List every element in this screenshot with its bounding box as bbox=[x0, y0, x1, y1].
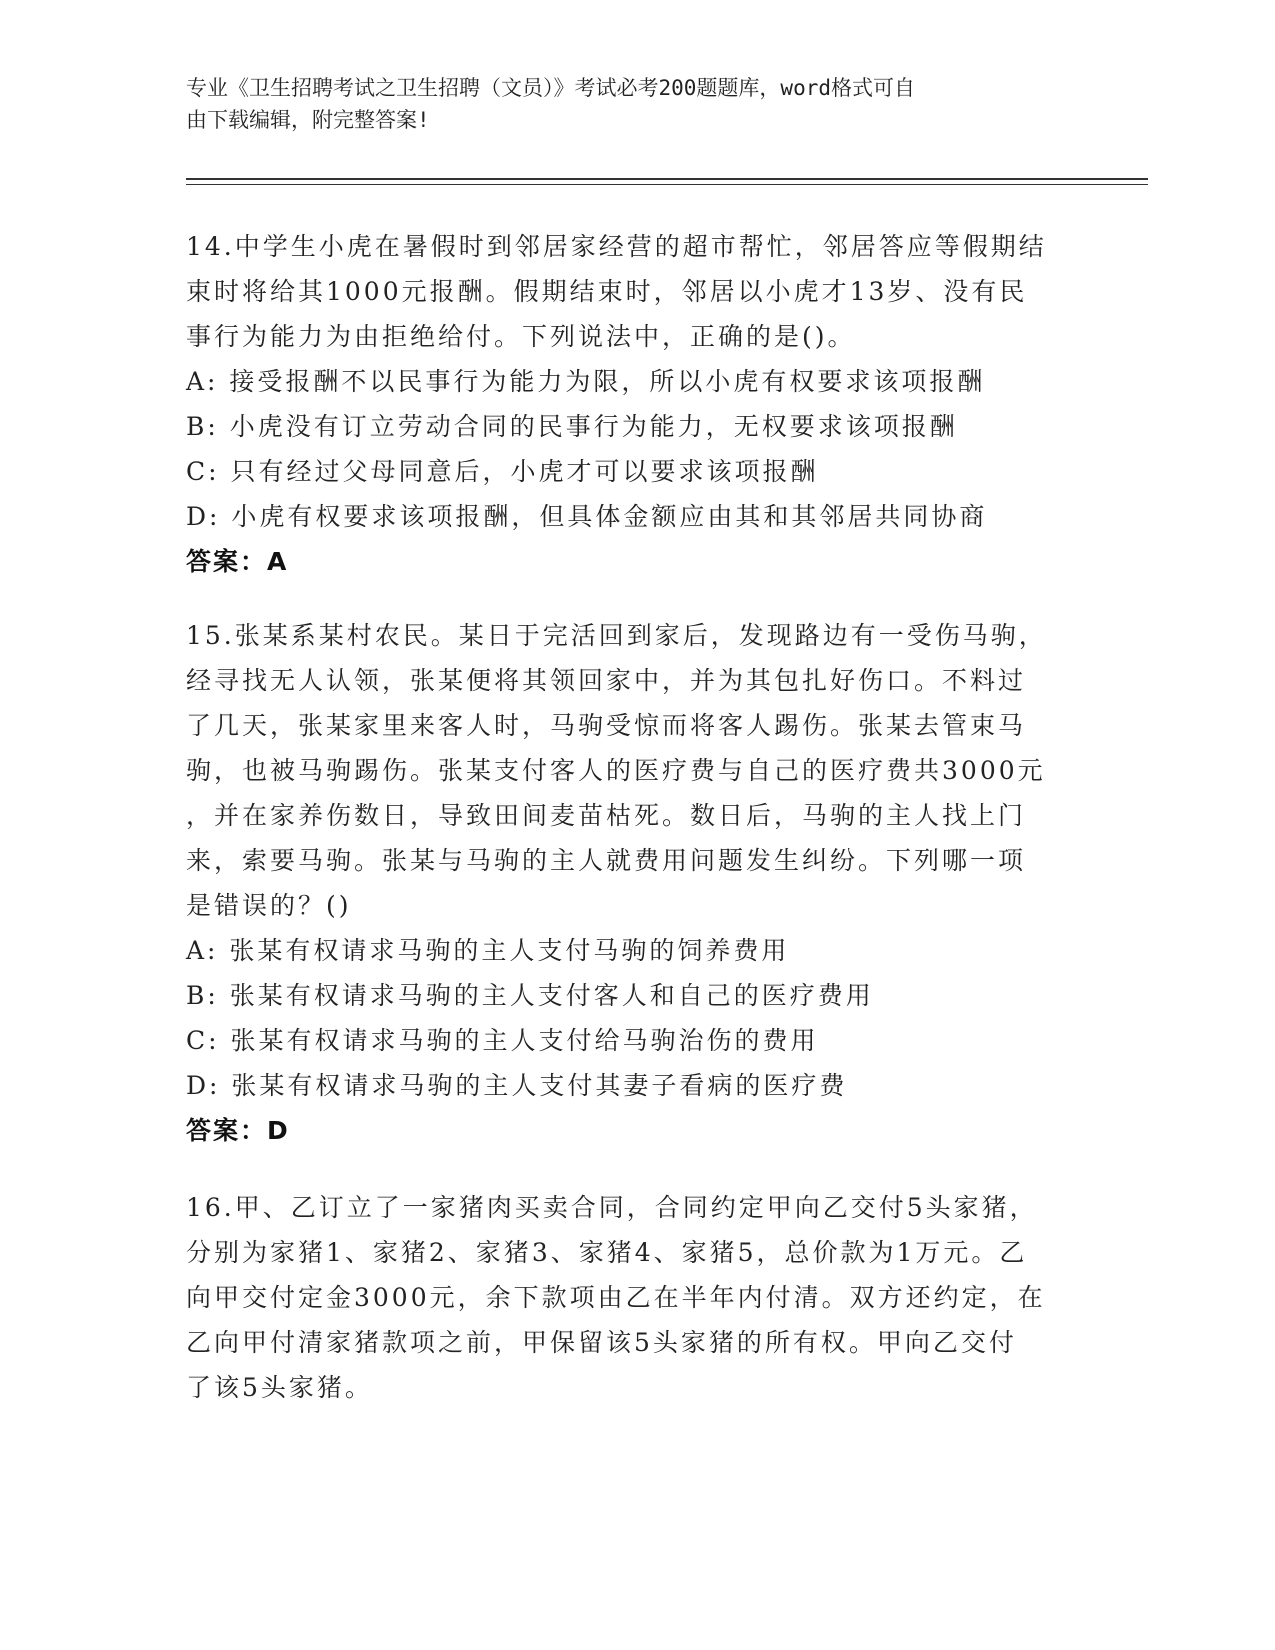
option-d: D: 小虎有权要求该项报酬，但具体金额应由其和其邻居共同协商 bbox=[186, 502, 988, 531]
option-a: A: 张某有权请求马驹的主人支付马驹的饲养费用 bbox=[186, 936, 790, 965]
question-16 bbox=[186, 1185, 1086, 1410]
question-text: 15.张某系某村农民。某日于完活回到家后，发现路边有一受伤马驹， 经寻找无人认领，张某便将其领回家中，并为其包扎好伤口。不料过 了几天，张某家里来客人时，马驹受惊而将客人踢伤。张某去管束马 驹，也被马驹踢伤。张某支付客人的医疗费与自己的医疗费共3000元 ，并在家养伤数日，导致田间麦苗枯死。数日后，马驹的主人找上门 来，索要马驹。张某与马驹的主人就费用问题发生纠纷。下列哪一项 是错误的？() bbox=[186, 621, 1047, 920]
question-text: 16.甲、乙订立了一家猪肉买卖合同，合同约定甲向乙交付5头家猪， 分别为家猪1、家猪2、家猪3、家猪4、家猪5，总价款为1万元。乙 向甲交付定金3000元，余下款项由乙在半年内付清。双方还约定，在 乙向甲付清家猪款项之前，甲保留该5头家猪的所有权。甲向乙交付 了该5头家猪。 bbox=[186, 1193, 1046, 1402]
document-header bbox=[186, 72, 1086, 136]
header-divider-thick bbox=[186, 178, 1148, 180]
option-b: B: 张某有权请求马驹的主人支付客人和自己的医疗费用 bbox=[186, 981, 874, 1010]
option-b: B: 小虎没有订立劳动合同的民事行为能力，无权要求该项报酬 bbox=[186, 412, 958, 441]
question-15 bbox=[186, 613, 1086, 1153]
question-14 bbox=[186, 224, 1086, 584]
question-text: 14.中学生小虎在暑假时到邻居家经营的超市帮忙，邻居答应等假期结 束时将给其1000元报酬。假期结束时，邻居以小虎才13岁、没有民 事行为能力为由拒绝给付。下列说法中，正确的是()。 bbox=[186, 232, 1047, 351]
header-divider-thin bbox=[186, 184, 1148, 185]
option-c: C: 只有经过父母同意后，小虎才可以要求该项报酬 bbox=[186, 457, 819, 486]
option-d: D: 张某有权请求马驹的主人支付其妻子看病的医疗费 bbox=[186, 1071, 848, 1100]
answer-label: 答案：A bbox=[186, 547, 289, 576]
answer-label: 答案：D bbox=[186, 1116, 290, 1145]
header-line-1: 专业《卫生招聘考试之卫生招聘（文员）》考试必考200题题库，word格式可自 bbox=[186, 76, 915, 100]
option-c: C: 张某有权请求马驹的主人支付给马驹治伤的费用 bbox=[186, 1026, 819, 1055]
header-line-2: 由下载编辑，附完整答案! bbox=[186, 108, 430, 132]
option-a: A: 接受报酬不以民事行为能力为限，所以小虎有权要求该项报酬 bbox=[186, 367, 986, 396]
